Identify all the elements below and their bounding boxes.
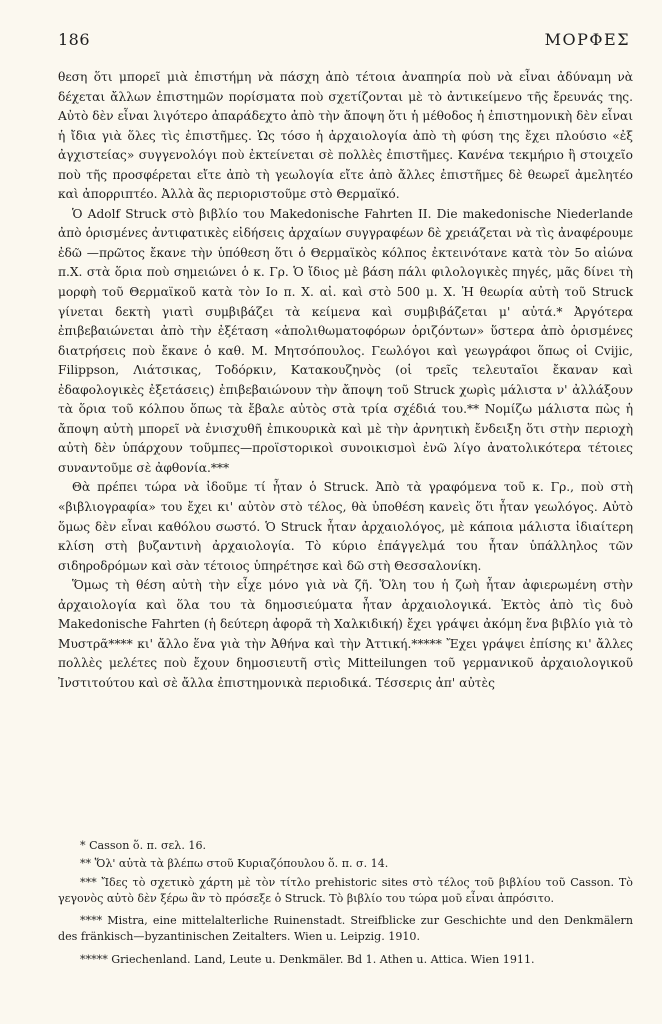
footnote-5: ***** Griechenland. Land, Leute u. Denkmäler. Bd 1. Athen u. Attica. Wien 1911. [80,952,535,966]
page-number: 186 [58,30,91,49]
paragraph-3: Θὰ πρέπει τώρα νὰ ἰδοῦμε τί ἦταν ὁ Struck. Ἀπὸ τὰ γραφόμενα τοῦ κ. Γρ., ποὺ στὴ «βιβλιογραφία» του ἔχει κι' αὐτὸν στὸ τέλος, θὰ ὑποθέση κανεὶς ὅτι ἦταν γεωλόγος. Αὐτὸ ὅμως δὲν εἶναι καθόλου σωστό. Ὁ Struck ἦταν ἀρχαιολόγος, μὲ κάποια μάλιστα ἰδιαίτερη κλίση στὴ βυζαντινὴ ἀρχαιολογία. Τὸ κύριο ἐπάγγελμά του ἦταν ὑπάλληλος τῶν σιδηροδρόμων καὶ σὰν τέτοιος ὑπηρέτησε καὶ δῶ στὴ Θεσσαλονίκη. [58,480,633,573]
running-title: ΜΟΡΦΕΣ [544,30,630,49]
footnotes [58,838,633,974]
page-header [58,30,630,52]
paragraph-2: Ὁ Adolf Struck στὸ βιβλίο του Makedonische Fahrten II. Die makedonische Niederlande ἀπὸ ὁρισμένες ἀντιφατικὲς εἰδήσεις ἀρχαίων συγγραφέων δὲ χρειάζεται νὰ τὶς ἀναφέρουμε ἐδῶ —πρῶτος ἔκανε τὴν ὑπόθεση ὅτι ὁ Θερμαϊκὸς κόλπος ἐκτεινότανε κατὰ τὸν 5ο αἰώνα π.Χ. στὰ ὅρια ποὺ σημειώνει ὁ κ. Γρ. Ὁ ἴδιος μὲ βάση πάλι φιλολογικὲς πηγές, μᾶς δίνει τὴ μορφὴ τοῦ Θερμαϊκοῦ κατὰ τὸν Ιο π. Χ. αἰ. καὶ στὸ 500 μ. Χ. Ἡ θεωρία αὐτὴ τοῦ Struck γίνεται δεκτὴ γιατὶ συμβιβάζει τὰ κείμενα καὶ συμβιβάζεται μ' αὐτά.* Ἀργότερα ἐπιβεβαιώνεται ἀπὸ τὴν ἐξέταση «ἀπολιθωματοφόρων ὁριζόντων» ὕστερα ἀπὸ ὁρισμένες διατρήσεις ποὺ ἔκανε ὁ καθ. Μ. Μητσόπουλος. Γεωλόγοι καὶ γεωγράφοι ὅπως οἱ Cvijic, Filippson, Λιάτσικας, Τοδόρκιν, Κατακουζηνὸς (οἱ τρεῖς τελευταῖοι ἔκαναν καὶ ἐδαφολογικὲς ἐξετάσεις) ἐπιβεβαιώνουν τὴν ἄποψη τοῦ Struck χωρὶς μάλιστα ν' ἀλλάξουν τὰ ὅρια τοῦ κόλπου ὅπως τὰ ἔβαλε αὐτὸς στὰ τρία σχέδιά του.** Νομίζω μάλιστα πὼς ἡ ἄποψη αὐτὴ μπορεῖ νὰ ἐνισχυθῆ ἐπικουρικὰ καὶ μὲ τὴν ἀρνητικὴ ἔνδειξη ὅτι στὴν περιοχὴ αὐτὴ δὲν ὑπάρχουν τοῦμπες—προϊστορικοὶ συνοικισμοὶ ἐνῶ λίγο ἀνατολικότερα τέτοιες συναντοῦμε σὲ ἀφθονία.*** [58,206,633,475]
footnote-2: ** Ὅλ' αὐτὰ τὰ βλέπω στοῦ Κυριαζόπουλου ὅ. π. σ. 14. [80,857,389,871]
paragraph-4: Ὅμως τὴ θέση αὐτὴ τὴν εἶχε μόνο γιὰ νὰ ζῆ. Ὅλη του ἡ ζωὴ ἦταν ἀφιερωμένη στὴν ἀρχαιολογία καὶ ὅλα του τὰ δημοσιεύματα ἦταν ἀρχαιολογικά. Ἐκτὸς ἀπὸ τὶς δυὸ Makedonische Fahrten (ἡ δεύτερη ἀφορᾶ τὴ Χαλκιδική) ἔχει γράψει ἀκόμη ἕνα βιβλίο γιὰ τὸ Μυστρᾶ**** κι' ἄλλο ἕνα γιὰ τὴν Ἀθήνα καὶ τὴν Ἀττική.***** Ἔχει γράψει ἐπίσης κι' ἄλλες πολλὲς μελέτες ποὺ ἔχουν δημοσιευτῆ στὶς Mitteilungen τοῦ γερμανικοῦ ἀρχαιολογικοῦ Ἰνστιτούτου καὶ σὲ ἄλλα ἐπιστημονικὰ περιοδικά. Τέσσερις ἀπ' αὐτὲς [58,578,633,690]
body-text [58,68,633,694]
footnote-3: *** Ἴδες τὸ σχετικὸ χάρτη μὲ τὸν τίτλο prehistoric sites στὸ τέλος τοῦ βιβλίου τοῦ Casson. Τὸ γεγονὸς αὐτὸ δὲν ξέρω ἂν τὸ πρόσεξε ὁ Struck. Τὸ βιβλίο του τώρα μοῦ εἶναι ἀπρόσιτο. [58,875,633,905]
footnote-1: * Casson ὅ. π. σελ. 16. [80,839,207,852]
paragraph-1: θεση ὅτι μπορεῖ μιὰ ἐπιστήμη νὰ πάσχη ἀπὸ τέτοια ἀναπηρία ποὺ νὰ εἶναι ἀδύναμη νὰ δέχεται ἄλλων ἐπιστημῶν πορίσματα ποὺ σχετίζονται μὲ τὸ ἀντικείμενο τῆς ἔρευνάς της. Αὐτὸ δὲν εἶναι λιγότερο ἀπαράδεχτο ἀπὸ τὴν ἄποψη ὅτι ἡ μέθοδος ἡ ἐπιστημονικὴ δὲν εἶναι ἡ ἴδια γιὰ ὅλες τὶς ἐπιστῆμες. Ὡς τόσο ἡ ἀρχαιολογία ἀπὸ τὴ φύση της ἔχει πλούσιο «ἐξ ἀγχιστείας» συγγενολόγι ποὺ ἐκτείνεται σὲ πολλὲς ἐπιστῆμες. Κανένα τεκμήριο ἢ στοιχεῖο ποὺ τῆς προσφέρεται εἴτε ἀπὸ τὴ γεωλογία εἴτε ἀπὸ ἄλλες ἐπιστῆμες δὲ θεωρεῖ ἀμελητέο καὶ ἀπορριπτέο. Ἀλλὰ ἂς περιοριστοῦμε στὸ Θερμαϊκό. [58,70,633,202]
footnote-4: **** Mistra, eine mittelalterliche Ruinenstadt. Streifblicke zur Geschichte und den Denkmälern des fränkisch—byzantinischen Zeitalters. Wien u. Leipzig. 1910. [58,914,633,944]
